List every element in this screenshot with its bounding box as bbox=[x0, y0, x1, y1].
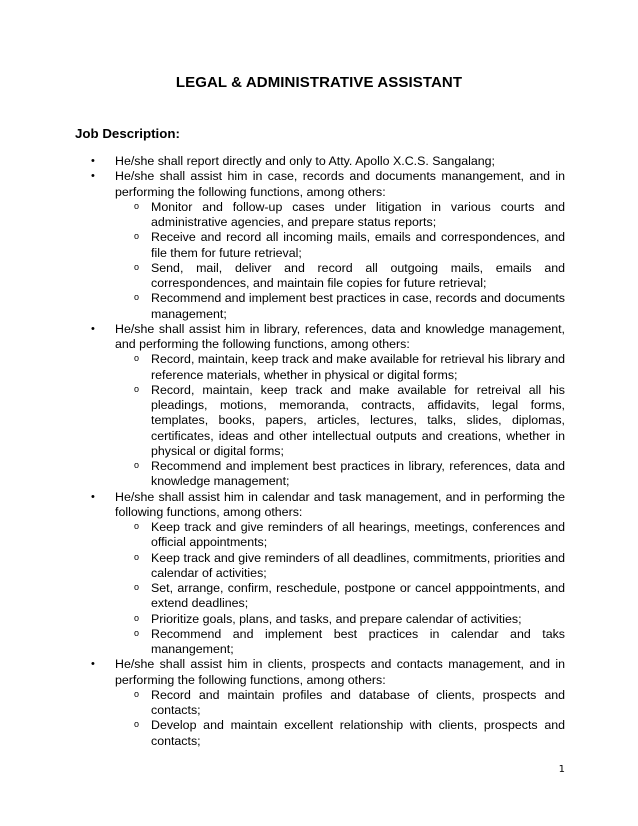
sub-list-item bbox=[115, 627, 565, 658]
sub-list-item-text: Record, maintain, keep track and make available for retrieval his library and reference materials, whether in physical or digital forms; bbox=[151, 352, 565, 382]
bullet-icon: • bbox=[91, 170, 95, 183]
sub-list-item-text: Set, arrange, confirm, reschedule, postpone or cancel apppointments, and extend deadlines; bbox=[151, 581, 565, 611]
sub-list-item-text: Record and maintain profiles and database of clients, prospects and contacts; bbox=[151, 687, 565, 717]
sub-list-item bbox=[115, 551, 565, 582]
list-item-text: He/she shall assist him in library, references, data and knowledge management, and performing the following functions, among others: bbox=[115, 321, 565, 351]
list-item-text: He/she shall assist him in case, records and documents manangement, and in performing the following functions, among others: bbox=[115, 169, 565, 199]
list-item bbox=[75, 657, 565, 749]
sub-list-item bbox=[115, 261, 565, 292]
sub-list-item bbox=[115, 352, 565, 383]
circle-bullet-icon: o bbox=[134, 719, 140, 730]
sub-list-item-text: Record, maintain, keep track and make available for retreival all his pleadings, motions, memoranda, contracts, affidavits, legal forms, templates, books, papers, articles, lectures, talks, slides, diplomas, certificates, ideas and other intellectual outputs and creations, whether in physical or digital forms; bbox=[151, 382, 565, 458]
sub-list-item bbox=[115, 200, 565, 231]
sub-list bbox=[115, 352, 565, 489]
circle-bullet-icon: o bbox=[134, 688, 140, 699]
circle-bullet-icon: o bbox=[134, 582, 140, 592]
bullet-icon: • bbox=[91, 155, 95, 167]
list-item bbox=[75, 154, 565, 169]
circle-bullet-icon: o bbox=[134, 627, 140, 638]
list-item bbox=[75, 490, 565, 658]
circle-bullet-icon: o bbox=[134, 261, 140, 272]
list-item bbox=[75, 169, 565, 322]
sub-list-item bbox=[115, 718, 565, 749]
bullet-icon: • bbox=[91, 322, 95, 335]
list-item-text: He/she shall assist him in calendar and task management, and in performing the following functions, among others: bbox=[115, 489, 565, 519]
circle-bullet-icon: o bbox=[134, 460, 140, 470]
job-description-content bbox=[75, 154, 565, 749]
sub-list-item-text: Prioritize goals, plans, and tasks, and prepare calendar of activities; bbox=[151, 611, 522, 626]
sub-list-item-text: Send, mail, deliver and record all outgoing mails, emails and correspondences, and maintain file copies for future retrieval; bbox=[151, 260, 565, 290]
sub-list-item bbox=[115, 612, 565, 627]
circle-bullet-icon: o bbox=[134, 200, 140, 211]
sub-list-item bbox=[115, 581, 565, 612]
circle-bullet-icon: o bbox=[134, 551, 140, 562]
circle-bullet-icon: o bbox=[134, 292, 140, 303]
circle-bullet-icon: o bbox=[134, 383, 140, 394]
list-item bbox=[75, 322, 565, 490]
circle-bullet-icon: o bbox=[134, 231, 140, 242]
sub-list-item bbox=[115, 383, 565, 459]
list-item-text: He/she shall assist him in clients, prospects and contacts management, and in performing the following functions, among others: bbox=[115, 657, 565, 687]
sub-list-item-text: Receive and record all incoming mails, emails and correspondences, and file them for future retrieval; bbox=[151, 230, 565, 260]
section-heading: Job Description: bbox=[75, 126, 180, 141]
bullet-icon: • bbox=[91, 490, 95, 503]
sub-list bbox=[115, 688, 565, 749]
sub-list-item-text: Keep track and give reminders of all deadlines, commitments, priorities and calendar of activities; bbox=[151, 550, 565, 580]
sub-list bbox=[115, 520, 565, 657]
sub-list-item bbox=[115, 688, 565, 719]
sub-list-item-text: Recommend and implement best practices in calendar and taks manangement; bbox=[151, 626, 565, 656]
sub-list-item bbox=[115, 459, 565, 490]
sub-list-item-text: Monitor and follow-up cases under litigation in various courts and administrative agencies, and prepare status reports; bbox=[151, 199, 565, 229]
sub-list-item-text: Keep track and give reminders of all hearings, meetings, conferences and official appointments; bbox=[151, 520, 565, 550]
page-number: 1 bbox=[558, 764, 565, 775]
circle-bullet-icon: o bbox=[134, 353, 140, 364]
sub-list-item-text: Recommend and implement best practices in library, references, data and knowledge management; bbox=[151, 459, 565, 489]
bullet-icon: • bbox=[91, 658, 95, 671]
circle-bullet-icon: o bbox=[134, 521, 140, 531]
job-description-list bbox=[75, 154, 565, 749]
sub-list-item bbox=[115, 520, 565, 551]
sub-list bbox=[115, 200, 565, 322]
sub-list-item bbox=[115, 291, 565, 322]
sub-list-item bbox=[115, 230, 565, 261]
sub-list-item-text: Develop and maintain excellent relationship with clients, prospects and contacts; bbox=[151, 718, 565, 748]
list-item-text: He/she shall report directly and only to Atty. Apollo X.C.S. Sangalang; bbox=[115, 154, 495, 168]
circle-bullet-icon: o bbox=[134, 612, 140, 623]
document-title: LEGAL & ADMINISTRATIVE ASSISTANT bbox=[175, 74, 463, 91]
sub-list-item-text: Recommend and implement best practices in case, records and documents management; bbox=[151, 291, 565, 321]
